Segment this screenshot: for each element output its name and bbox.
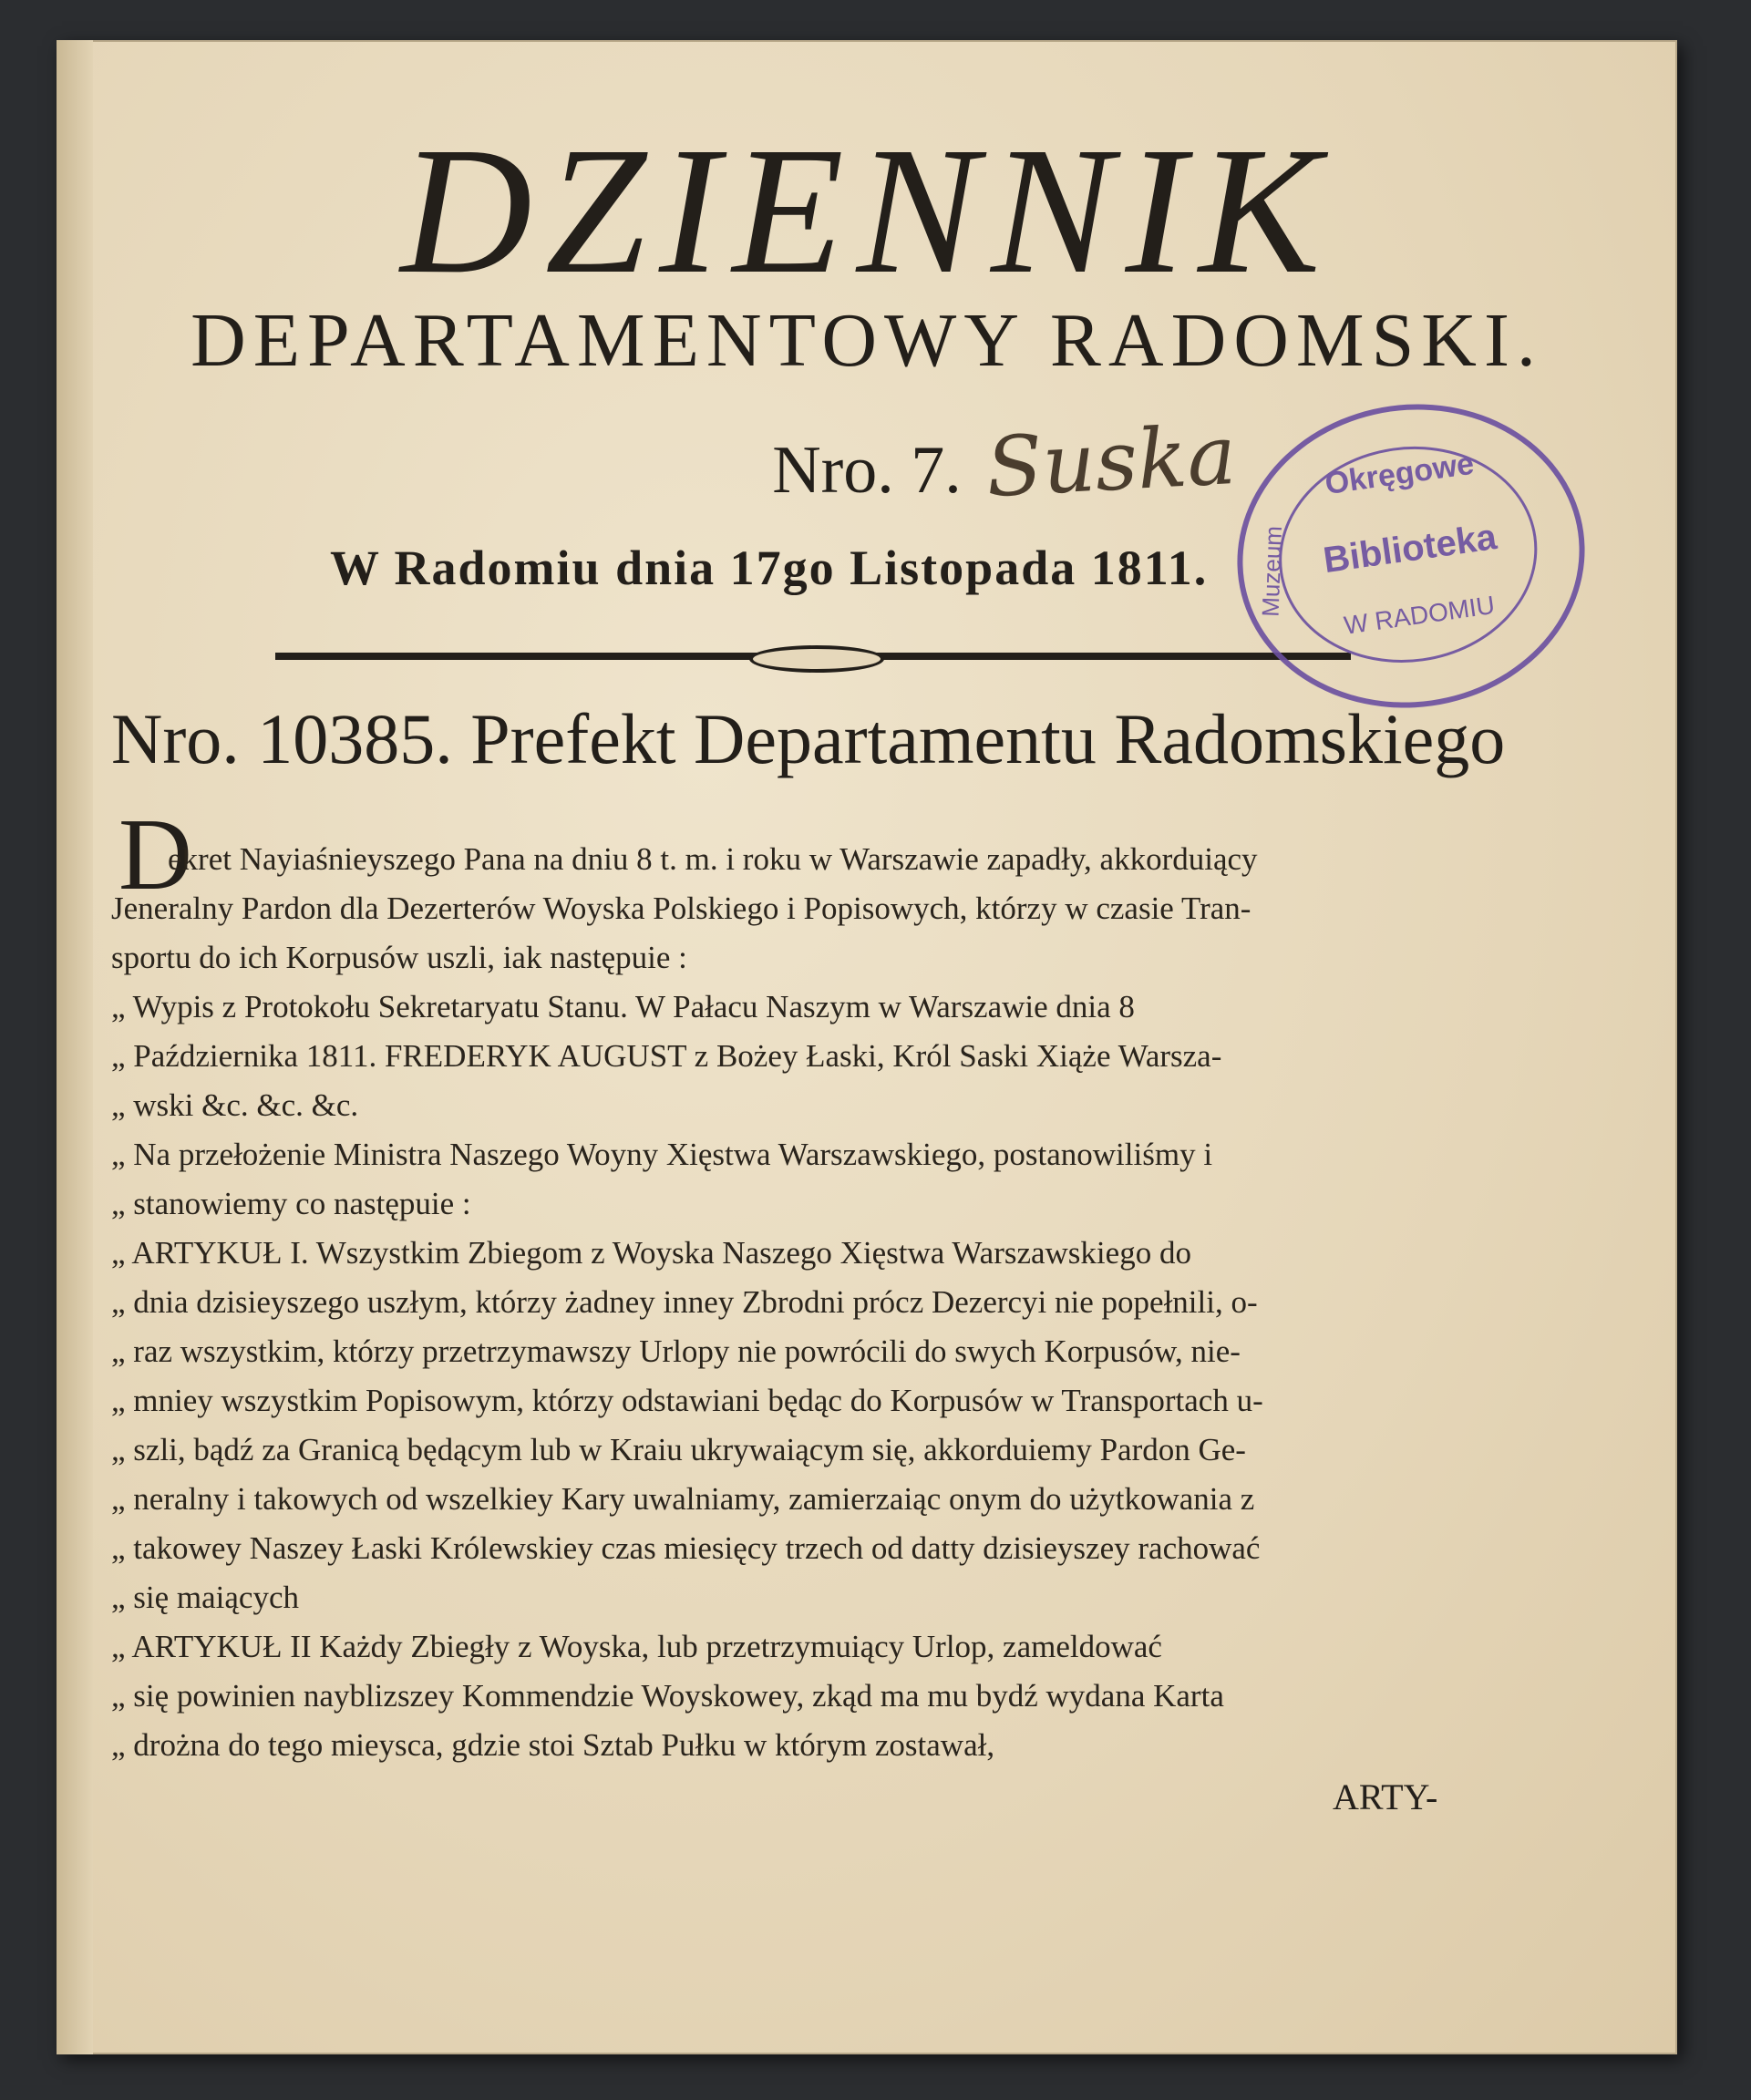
article-line: „ neralny i takowych od wszelkiey Kary uwalniamy, zamierzaiąc onym do użytkowania z xyxy=(111,1481,1255,1517)
article-line: „ raz wszystkim, którzy przetrzymawszy Urlopy nie powrócili do swych Korpusów, nie- xyxy=(111,1333,1241,1369)
article-line: „ stanowiemy co następuie : xyxy=(111,1186,471,1221)
handwritten-note: Suska xyxy=(984,407,1239,517)
stamp-text-top: Okręgowe xyxy=(1323,446,1477,502)
masthead-subtitle: DEPARTAMENTOWY RADOMSKI. xyxy=(191,298,1543,383)
article-line: „ Października 1811. FREDERYK AUGUST z Bożey Łaski, Król Saski Xiąże Warsza- xyxy=(111,1038,1222,1074)
drop-cap: D xyxy=(118,798,192,911)
stamp-text-middle: Biblioteka xyxy=(1321,516,1499,582)
article-body xyxy=(111,835,1533,1770)
article-line: „ takowey Naszey Łaski Królewskiey czas miesięcy trzech od datty dzisieyszey rachować xyxy=(111,1530,1261,1566)
article-line: sportu do ich Korpusów uszli, iak następuie : xyxy=(111,940,687,975)
article-line: „ mniey wszystkim Popisowym, którzy odstawiani będąc do Korpusów w Transportach u- xyxy=(111,1383,1263,1418)
article-line: „ dnia dzisieyszego uszłym, którzy żadney inney Zbrodni prócz Dezercyi nie popełnili, o- xyxy=(111,1284,1258,1320)
article-line: „ ARTYKUŁ I. Wszystkim Zbiegom z Woyska Naszego Xięstwa Warszawskiego do xyxy=(111,1235,1191,1271)
ornamental-rule xyxy=(275,653,1351,660)
masthead-title: DZIENNIK xyxy=(400,110,1334,312)
article-line: „ się maiących xyxy=(111,1580,300,1615)
article-line: „ wski &c. &c. &c. xyxy=(111,1087,359,1123)
article-line: „ szli, bądź za Granicą będącym lub w Kraiu ukrywaiącym się, akkorduiemy Pardon Ge- xyxy=(111,1432,1246,1467)
stamp-text-bottom: W RADOMIU xyxy=(1342,590,1497,640)
issue-number: Nro. 7. xyxy=(772,433,962,508)
article-line: „ Na przełożenie Ministra Naszego Woyny Xięstwa Warszawskiego, postanowiliśmy i xyxy=(111,1137,1213,1172)
article-line: „ Wypis z Protokołu Sekretaryatu Stanu. W Pałacu Naszym w Warszawie dnia 8 xyxy=(111,989,1135,1024)
article-line: „ drożna do tego mieysca, gdzie stoi Sztab Pułku w którym zostawał, xyxy=(111,1727,995,1763)
article-line: „ się powinien nayblizszey Kommendzie Woyskowey, zkąd ma mu bydź wydana Karta xyxy=(111,1678,1224,1714)
article-line: „ ARTYKUŁ II Każdy Zbiegły z Woyska, lub przetrzymuiący Urlop, zameldować xyxy=(111,1629,1162,1664)
article-line: Jeneralny Pardon dla Dezerterów Woyska Polskiego i Popisowych, którzy w czasie Tran- xyxy=(111,890,1251,926)
dateline: W Radomiu dnia 17go Listopada 1811. xyxy=(330,540,1209,595)
article-line: ekret Nayiaśnieyszego Pana na dniu 8 t. m. i roku w Warszawie zapadły, akkorduiący xyxy=(168,841,1258,877)
stamp-text-side: Muzeum xyxy=(1256,525,1287,618)
newspaper-page xyxy=(57,40,1677,2054)
article-heading: Nro. 10385. Prefekt Departamentu Radomskiego xyxy=(111,699,1506,778)
catchword: ARTY- xyxy=(1333,1776,1438,1817)
